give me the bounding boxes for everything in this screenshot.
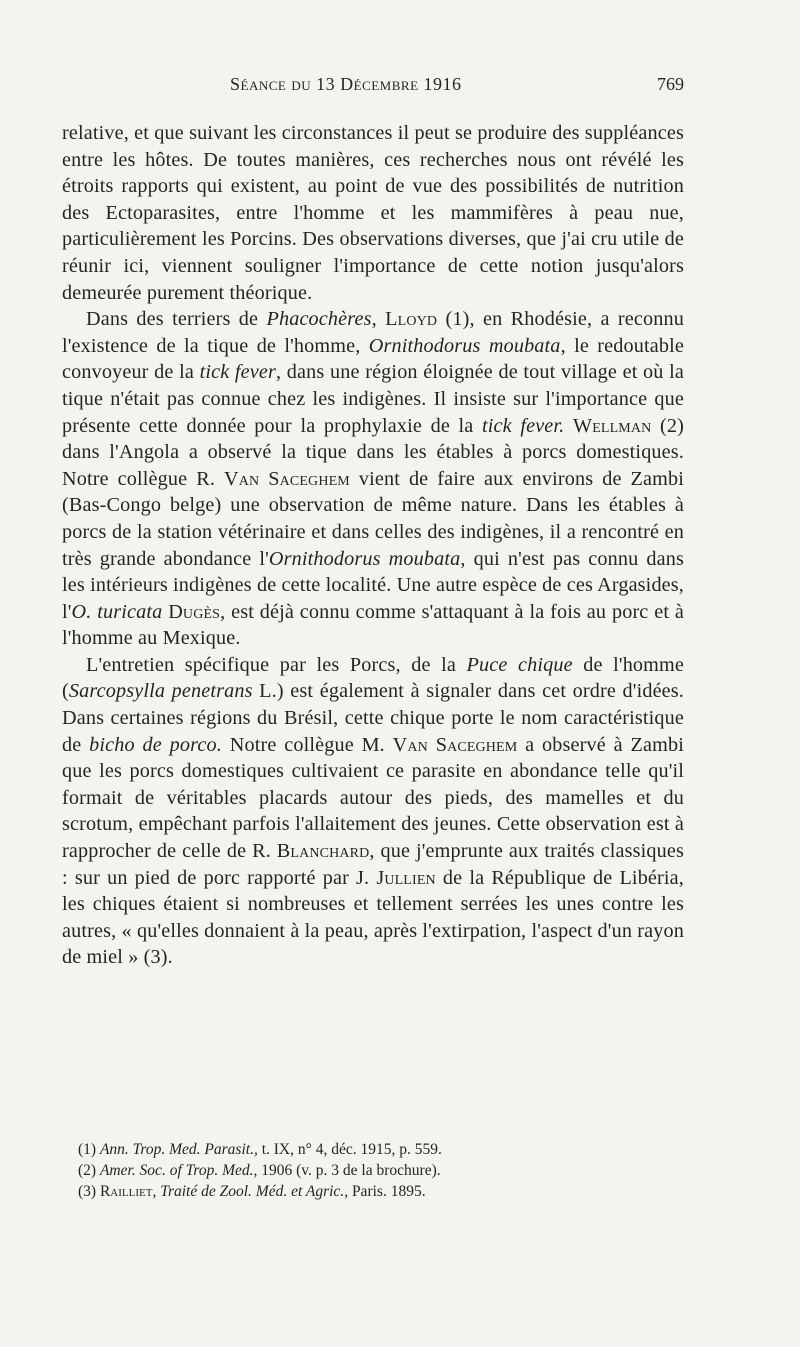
footnotes: [78, 1139, 638, 1202]
paragraph: Dans des terriers de Phacochères, Lloyd (1), en Rhodésie, a reconnu l'existence de la tique de l'homme, Ornithodorus moubata, le redoutable convoyeur de la tick fever, dans une région éloignée de tout village et où la tique n'était pas connue chez les indigènes. Il insiste sur l'importance que présente cette donnée pour la prophylaxie de la tick fever. Wellman (2) dans l'Angola a observé la tique dans les étables à porcs domestiques. Notre collègue R. Van Saceghem vient de faire aux environs de Zambi (Bas-Congo belge) une observation de même nature. Dans les étables à porcs de la station vétérinaire et dans celles des indigènes, il a rencontré en très grande abondance l'Ornithodorus moubata, qui n'est pas connu dans les intérieurs indigènes de cette localité. Une autre espèce de ces Argasides, l'O. turicata Dugès, est déjà connu comme s'attaquant à la fois au porc et à l'homme au Mexique.: [62, 308, 685, 650]
page-header: [62, 74, 684, 102]
smallcaps-text: Railliet: [99, 1183, 153, 1200]
smallcaps-text: Van Saceghem: [224, 467, 350, 490]
paragraph: L'entretien spécifique par les Porcs, de la Puce chique de l'homme (Sarcopsylla penetrans L.) est également à signaler dans cet ordre d'idées. Dans certaines régions du Brésil, cette chique porte le nom caractéristique de bicho de porco. Notre collègue M. Van Saceghem a observé à Zambi que les porcs domestiques cultivaient ce parasite en abondance telle qu'il formait de véritables placards autour des pieds, des mamelles et du scrotum, empêchant parfois l'allaitement des jeunes. Cette observation est à rapprocher de celle de R. Blanchard, que j'emprunte aux traités classiques : sur un pied de porc rapporté par J. Jullien de la République de Libéria, les chiques étaient si nombreuses et tellement serrées les unes contre les autres, « qu'elles donnaient à la peau, après l'extirpation, l'aspect d'un rayon de miel » (3).: [62, 653, 685, 969]
italic-text: Sarcopsylla penetrans: [68, 680, 253, 703]
footnote: (2) Amer. Soc. of Trop. Med., 1906 (v. p. 3 de la brochure).: [78, 1162, 441, 1179]
smallcaps-text: Lloyd: [385, 308, 438, 331]
footnote: (1) Ann. Trop. Med. Parasit., t. IX, n° 4, déc. 1915, p. 559.: [78, 1141, 442, 1158]
italic-text: Amer. Soc. of Trop. Med.: [99, 1162, 254, 1179]
smallcaps-text: Wellman: [572, 414, 652, 437]
running-head: Séance du 13 Décembre 1916: [230, 74, 462, 94]
italic-text: Traité de Zool. Méd. et Agric.: [160, 1183, 345, 1200]
italic-text: O. turicata: [71, 600, 163, 623]
footnote: (3) Railliet, Traité de Zool. Méd. et Agric., Paris. 1895.: [78, 1183, 426, 1200]
smallcaps-text: Van Saceghem: [392, 733, 518, 756]
paragraph: relative, et que suivant les circonstances il peut se produire des suppléances entre les hôtes. De toutes manières, ces recherches nous ont révélé les étroits rapports qui existent, au point de vue des possibilités de nutrition des Ectoparasites, entre l'homme et les mammifères à peau nue, particulièrement les Porcins. Des observations diverses, que j'ai cru utile de réunir ici, viennent souligner l'importance de cette notion jusqu'alors demeurée purement théorique.: [62, 122, 684, 304]
smallcaps-text: Jullien: [376, 866, 436, 889]
italic-text: tick fever: [199, 361, 277, 384]
italic-text: Ornithodorus moubata: [268, 547, 461, 570]
smallcaps-text: Blanchard: [276, 840, 370, 863]
italic-text: tick fever.: [482, 414, 565, 437]
italic-text: Phacochères: [266, 308, 372, 331]
italic-text: Ann. Trop. Med. Parasit.: [99, 1141, 254, 1158]
smallcaps-text: Dugès: [168, 600, 221, 623]
italic-text: Puce chique: [466, 653, 573, 676]
body-text: [62, 120, 684, 971]
italic-text: Ornithodorus moubata: [368, 334, 561, 357]
italic-text: bicho de porco.: [89, 733, 222, 756]
page-number: 769: [657, 74, 684, 94]
